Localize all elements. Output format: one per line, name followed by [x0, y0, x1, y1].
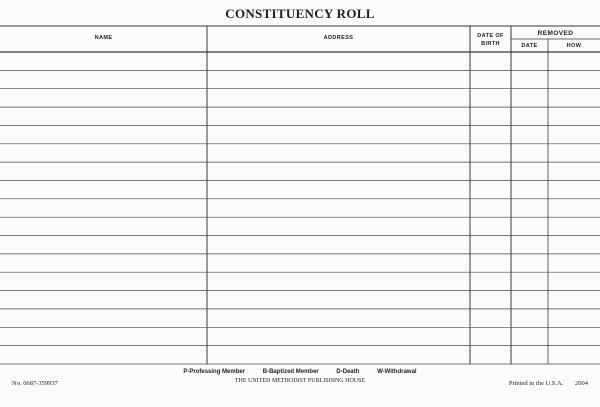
printed-in: Printed in the U.S.A. [508, 380, 564, 387]
form-title: CONSTITUENCY ROLL [225, 6, 375, 21]
legend-withdrawal: W-Withdrawal [377, 369, 417, 375]
column-header-address: ADDRESS [323, 35, 354, 41]
form-number: No. 0687-359937 [12, 380, 58, 387]
column-header-date-of-birth-line1: DATE OF [477, 33, 504, 39]
legend-baptized: B-Baptized Member [262, 369, 319, 375]
blank-row-lines [0, 70, 600, 364]
printed-notice [509, 380, 588, 387]
column-header-removed-date: DATE [521, 43, 538, 49]
print-year: 2004 [575, 380, 588, 387]
legend-professing: P-Professing Member [183, 369, 246, 375]
legend-death: D-Death [336, 369, 360, 375]
member-type-legend [0, 369, 600, 375]
column-header-removed: REMOVED [537, 30, 574, 37]
publisher-name: THE UNITED METHODIST PUBLISHING HOUSE [234, 378, 366, 384]
column-header-removed-how: HOW [566, 43, 582, 49]
column-header-date-of-birth-line2: BIRTH [481, 41, 500, 47]
column-header-name: NAME [94, 35, 113, 41]
